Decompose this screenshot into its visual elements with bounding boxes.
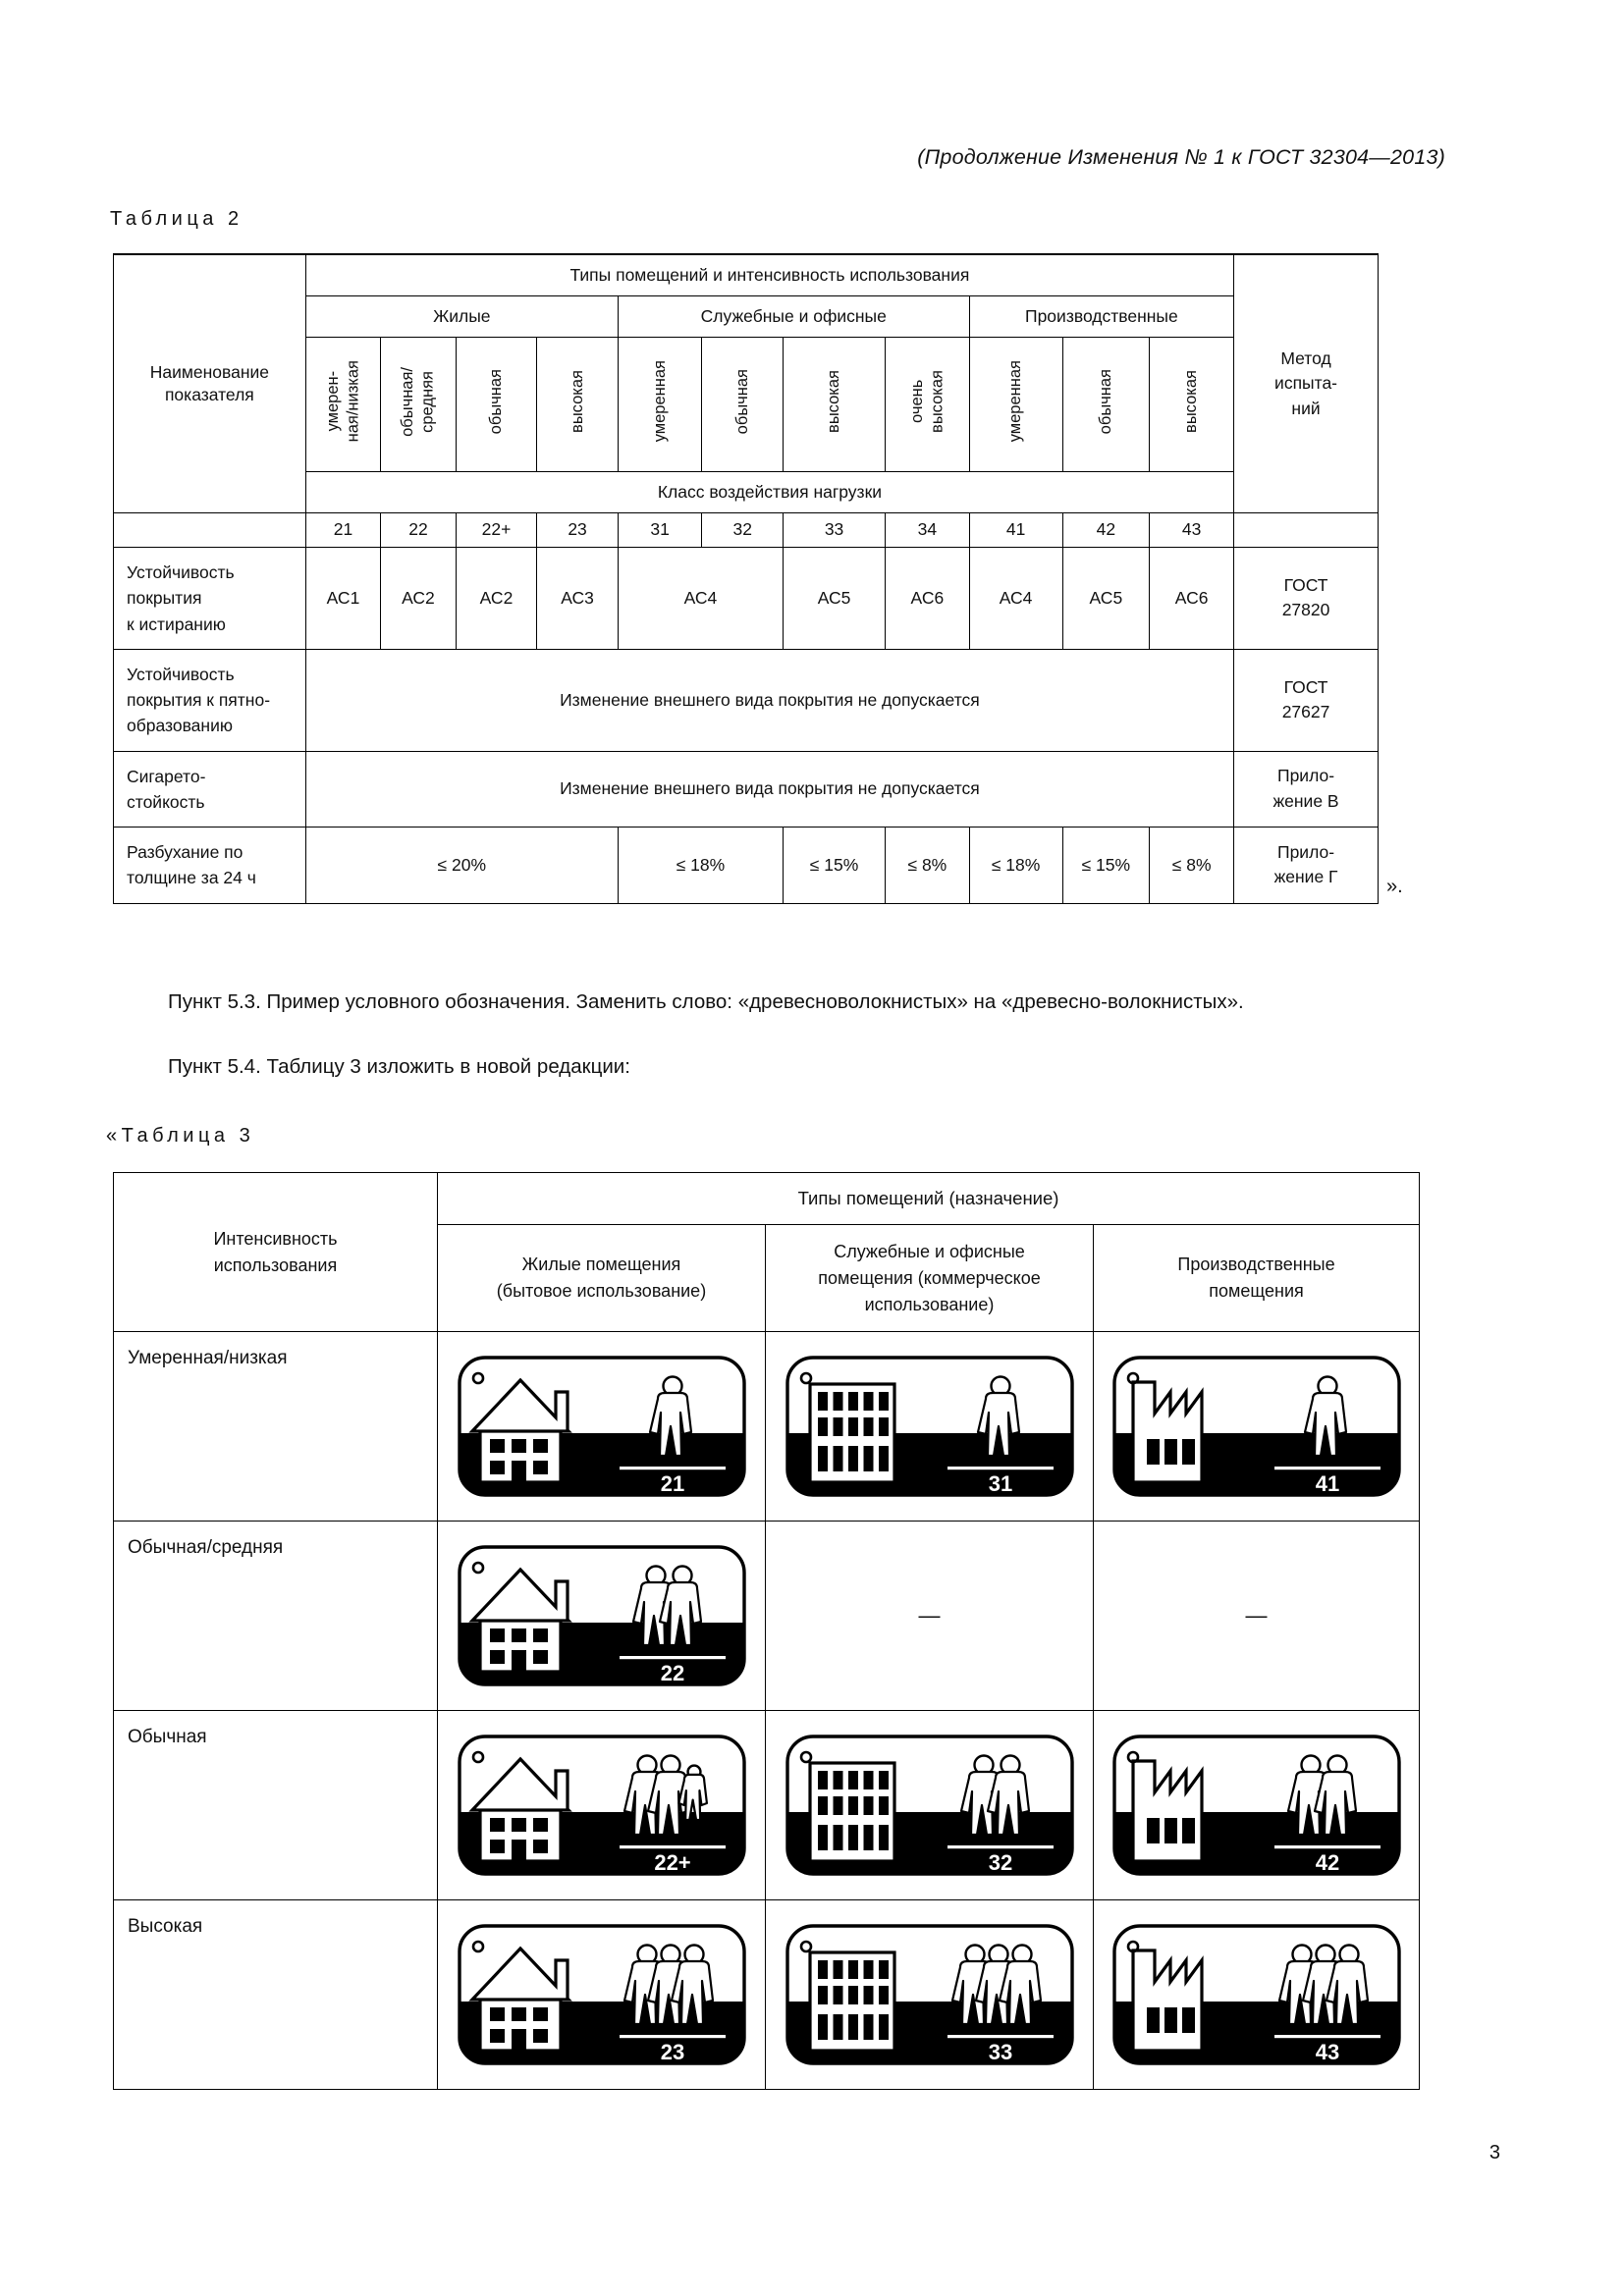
paragraph-5-4: Пункт 5.4. Таблицу 3 изложить в новой редакции: (168, 1055, 630, 1078)
table2-class-number-2: 22+ (456, 513, 537, 548)
pictogram-class-code: 23 (660, 2040, 684, 2064)
table3-container (113, 1172, 1419, 2090)
table3-cell-2-2 (1094, 1711, 1420, 1900)
table3-cell-2-1 (766, 1711, 1094, 1900)
table2-row-method: ГОСТ 27820 (1234, 548, 1379, 650)
running-header: (Продолжение Изменения № 1 к ГОСТ 32304—2013) (917, 145, 1445, 169)
table3-cell-1-1: — (766, 1522, 1094, 1711)
table2-intensity-header-10 (1150, 338, 1234, 472)
table2-row (114, 751, 1379, 828)
paragraph-5-3: Пункт 5.3. Пример условного обозначения. Заменить слово: «древесноволокнистых» на «древесно-волокнистых». (168, 990, 1244, 1013)
table2-method-header: Метод испыта- ний (1234, 254, 1379, 513)
table2-cell-0-4: АС4 (618, 548, 783, 650)
table2-class-band: Класс воздействия нагрузки (305, 472, 1233, 513)
table2-stub-header: Наименование показателя (114, 254, 306, 513)
table2-row (114, 649, 1379, 751)
pictogram-office-33 (783, 1921, 1077, 2068)
rotated-label: обычная (487, 368, 506, 435)
table2-intensity-header-1 (381, 338, 456, 472)
pictogram-factory-42 (1110, 1732, 1404, 1879)
table3-cell-3-2 (1094, 1900, 1420, 2090)
table2-intensity-header-7 (886, 338, 970, 472)
table2-group-header-0: Жилые (305, 296, 618, 338)
table2-cell-0-0: АС1 (305, 548, 380, 650)
table3-top-band: Типы помещений (назначение) (438, 1173, 1420, 1225)
table2-cell-3-4: ≤ 18% (969, 828, 1062, 904)
table2-class-number-0: 21 (305, 513, 380, 548)
table3-cell-0-1 (766, 1332, 1094, 1522)
pictogram-class-code: 43 (1315, 2040, 1339, 2064)
rotated-label: высокая (1182, 369, 1201, 433)
table3-row (114, 1522, 1420, 1711)
rotated-label: обычная (732, 368, 751, 435)
table2-group-header-1: Служебные и офисные (618, 296, 969, 338)
table3-cell-0-0 (438, 1332, 766, 1522)
table2-class-number-9: 42 (1062, 513, 1150, 548)
table2-top-band: Типы помещений и интенсивность использования (305, 254, 1233, 296)
table2-cell-3-0: ≤ 20% (305, 828, 618, 904)
table3-row-label: Обычная/средняя (114, 1522, 438, 1711)
pictogram-class-code: 41 (1315, 1471, 1339, 1496)
pictogram-class-code: 33 (988, 2040, 1012, 2064)
table2-cell-1-0: Изменение внешнего вида покрытия не допускается (305, 649, 1233, 751)
table3-row (114, 1332, 1420, 1522)
table2-cell-2-0: Изменение внешнего вида покрытия не допускается (305, 751, 1233, 828)
table2-intensity-header-2 (456, 338, 537, 472)
table2-cell-3-2: ≤ 15% (784, 828, 886, 904)
table3-cell-1-2: — (1094, 1522, 1420, 1711)
table2-intensity-header-9 (1062, 338, 1150, 472)
table2-class-number-4: 31 (618, 513, 702, 548)
table3-cell-3-1 (766, 1900, 1094, 2090)
rotated-label: очень высокая (907, 369, 947, 433)
rotated-label: высокая (825, 369, 843, 433)
rotated-label: высокая (568, 369, 586, 433)
table3-stub-header: Интенсивность использования (114, 1173, 438, 1332)
table2-cell-3-1: ≤ 18% (618, 828, 783, 904)
table3-column-header-0: Жилые помещения (бытовое использование) (438, 1225, 766, 1332)
table3-column-header-2: Производственные помещения (1094, 1225, 1420, 1332)
table2-intensity-header-3 (537, 338, 619, 472)
table3-cell-3-0 (438, 1900, 766, 2090)
table3-row-label: Обычная (114, 1711, 438, 1900)
table2-row-name: Разбухание по толщине за 24 ч (114, 828, 306, 904)
table2-class-number-3: 23 (537, 513, 619, 548)
table3-caption: «Таблица 3 (106, 1125, 255, 1147)
table2-class-number-10: 43 (1150, 513, 1234, 548)
rotated-label: умерен- ная/низкая (323, 360, 362, 443)
page-number: 3 (1489, 2142, 1500, 2163)
table2-row-method: ГОСТ 27627 (1234, 649, 1379, 751)
table2-class-number-7: 34 (886, 513, 970, 548)
table3-cell-1-0 (438, 1522, 766, 1711)
table2-cell-0-5: АС5 (784, 548, 886, 650)
table2-class-number-1: 22 (381, 513, 456, 548)
table2-intensity-header-0 (305, 338, 380, 472)
table2-intensity-header-8 (969, 338, 1062, 472)
table3-row (114, 1900, 1420, 2090)
table2-method-spacer (1234, 513, 1379, 548)
table2-row-name: Сигарето- стойкость (114, 751, 306, 828)
table2-cell-3-5: ≤ 15% (1062, 828, 1150, 904)
pictogram-office-32 (783, 1732, 1077, 1879)
table2-intensity-header-6 (784, 338, 886, 472)
rotated-label: умеренная (1006, 360, 1025, 443)
table2-cell-3-3: ≤ 8% (886, 828, 970, 904)
pictogram-house-22+ (455, 1732, 749, 1879)
pictogram-class-code: 42 (1315, 1850, 1339, 1875)
pictogram-class-code: 32 (988, 1850, 1012, 1875)
pictogram-class-code: 31 (988, 1471, 1012, 1496)
table-3 (113, 1172, 1420, 2090)
table-2 (113, 253, 1379, 904)
pictogram-factory-43 (1110, 1921, 1404, 2068)
pictogram-house-23 (455, 1921, 749, 2068)
table2-class-number-8: 41 (969, 513, 1062, 548)
table2-intensity-header-5 (702, 338, 784, 472)
table2-row-method: Прило- жение Г (1234, 828, 1379, 904)
table2-cell-0-3: АС3 (537, 548, 619, 650)
pictogram-office-31 (783, 1353, 1077, 1500)
table3-column-header-1: Служебные и офисные помещения (коммерческое использование) (766, 1225, 1094, 1332)
table2-container (113, 253, 1379, 904)
table2-row (114, 548, 1379, 650)
table3-cell-2-0 (438, 1711, 766, 1900)
table2-cell-0-9: АС6 (1150, 548, 1234, 650)
table2-row (114, 828, 1379, 904)
table2-closing-quote: ». (1386, 876, 1403, 897)
table3-row (114, 1711, 1420, 1900)
table2-row-name: Устойчивость покрытия к пятно- образованию (114, 649, 306, 751)
table2-stub-spacer (114, 513, 306, 548)
table2-cell-0-6: АС6 (886, 548, 970, 650)
table2-intensity-header-4 (618, 338, 702, 472)
table2-cell-0-7: АС4 (969, 548, 1062, 650)
table2-cell-0-8: АС5 (1062, 548, 1150, 650)
table2-cell-3-6: ≤ 8% (1150, 828, 1234, 904)
table2-cell-0-1: АС2 (381, 548, 456, 650)
table2-class-number-5: 32 (702, 513, 784, 548)
table2-cell-0-2: АС2 (456, 548, 537, 650)
pictogram-class-code: 22 (660, 1661, 684, 1685)
pictogram-house-21 (455, 1353, 749, 1500)
table3-row-label: Высокая (114, 1900, 438, 2090)
table2-row-name: Устойчивость покрытия к истиранию (114, 548, 306, 650)
pictogram-house-22 (455, 1542, 749, 1689)
table2-group-header-2: Производственные (969, 296, 1233, 338)
pictogram-class-code: 22+ (653, 1850, 691, 1875)
rotated-label: умеренная (650, 360, 669, 443)
pictogram-class-code: 21 (660, 1471, 684, 1496)
table3-row-label: Умеренная/низкая (114, 1332, 438, 1522)
rotated-label: обычная/ средняя (399, 366, 437, 437)
table2-row-method: Прило- жение В (1234, 751, 1379, 828)
table2-class-number-6: 33 (784, 513, 886, 548)
rotated-label: обычная (1097, 368, 1115, 435)
pictogram-factory-41 (1110, 1353, 1404, 1500)
table2-caption: Таблица 2 (110, 208, 244, 230)
table3-cell-0-2 (1094, 1332, 1420, 1522)
